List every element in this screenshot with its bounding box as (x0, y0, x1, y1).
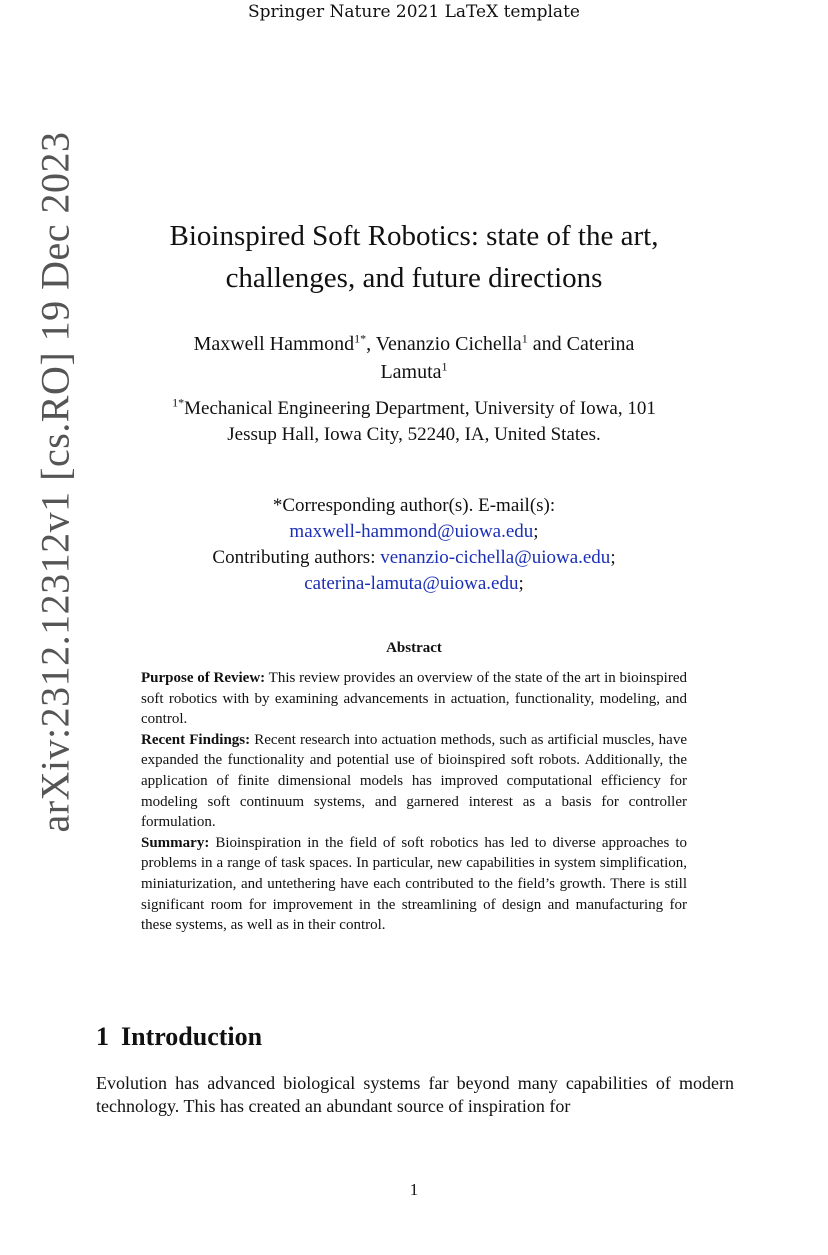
author-name: Maxwell Hammond (193, 333, 355, 355)
author-name: Lamuta (380, 361, 442, 383)
abstract-summary (141, 833, 687, 936)
abstract-purpose-label: Purpose of Review: (141, 670, 266, 686)
corresponding-email-line (0, 519, 828, 545)
abstract-heading: Abstract (386, 640, 442, 656)
abstract-body (141, 668, 687, 936)
affiliation-text: Mechanical Engineering Department, University of Iowa, 101 (184, 398, 656, 419)
page-number: 1 (409, 1180, 419, 1199)
introduction-paragraph: Evolution has advanced biological systems far beyond many capabilities of modern technology. This has created an abundant source of inspiration for (96, 1073, 734, 1116)
paper-title (0, 215, 828, 299)
corresponding-email-link[interactable]: maxwell-hammond@uiowa.edu (289, 521, 534, 542)
contributing-email-link[interactable]: venanzio-cichella@uiowa.edu (380, 547, 611, 568)
abstract-summary-text: Bioinspiration in the field of soft robotics has led to diverse approaches to problems in a range of task spaces. In particular, new capabilities in system simplification, miniaturization, and untethering have each contributed to the field’s growth. There is still significant room for improvement in the streamlining of design and manufacturing for these systems, as well as in their control. (141, 834, 687, 934)
affiliation-marker: 1* (172, 395, 185, 410)
affiliation-line-1 (0, 396, 828, 422)
affiliation-line-2: Jessup Hall, Iowa City, 52240, IA, United States. (227, 424, 601, 445)
running-header: Springer Nature 2021 LaTeX template (248, 2, 580, 22)
arxiv-identifier-text: arXiv:2312.12312v1 [cs.RO] 19 Dec 2023 (32, 131, 78, 833)
author-affiliation-marker: 1 (441, 359, 448, 374)
punctuation: ; (518, 573, 524, 594)
abstract-summary-label: Summary: (141, 834, 210, 851)
author-affiliation-marker: 1 (521, 331, 528, 346)
affiliation (0, 396, 828, 448)
author-name: Venanzio Cichella (375, 333, 522, 355)
author-line-2 (0, 358, 828, 386)
abstract-findings-text: Recent research into actuation methods, such as artificial muscles, have expanded the functionality and potential use of bioinspired soft robots. Additionally, the application of finite dimensional models has improved computational efficiency for modeling soft continuum systems, and garnered interest as a basis for controller formulation. (141, 731, 687, 831)
section-heading-introduction (96, 1022, 262, 1052)
abstract-findings (141, 730, 687, 833)
abstract-purpose-text: This review provides an overview of the state of the art in bioinspired soft robotics with by examining advancements in actuation, functionality, modeling, and control. (141, 670, 687, 728)
contributing-email-line (0, 571, 828, 597)
contributing-line (0, 545, 828, 571)
author-separator: and Caterina (527, 333, 635, 355)
title-line-1: Bioinspired Soft Robotics: state of the art, (169, 220, 659, 252)
author-line-1 (0, 330, 828, 358)
contributing-label: Contributing authors: (212, 547, 381, 568)
corresponding-label: *Corresponding author(s). E-mail(s): (272, 495, 556, 516)
author-affiliation-marker: 1* (354, 331, 367, 346)
section-title: Introduction (121, 1022, 263, 1051)
contact-block (0, 493, 828, 597)
contributing-email-link[interactable]: caterina-lamuta@uiowa.edu (304, 573, 519, 594)
abstract-findings-label: Recent Findings: (141, 731, 251, 748)
punctuation: ; (533, 521, 539, 542)
author-list (0, 330, 828, 386)
section-number: 1 (96, 1022, 109, 1051)
abstract-purpose (141, 668, 687, 730)
title-line-2: challenges, and future directions (225, 262, 603, 294)
punctuation: ; (610, 547, 616, 568)
author-separator: , (366, 333, 376, 355)
